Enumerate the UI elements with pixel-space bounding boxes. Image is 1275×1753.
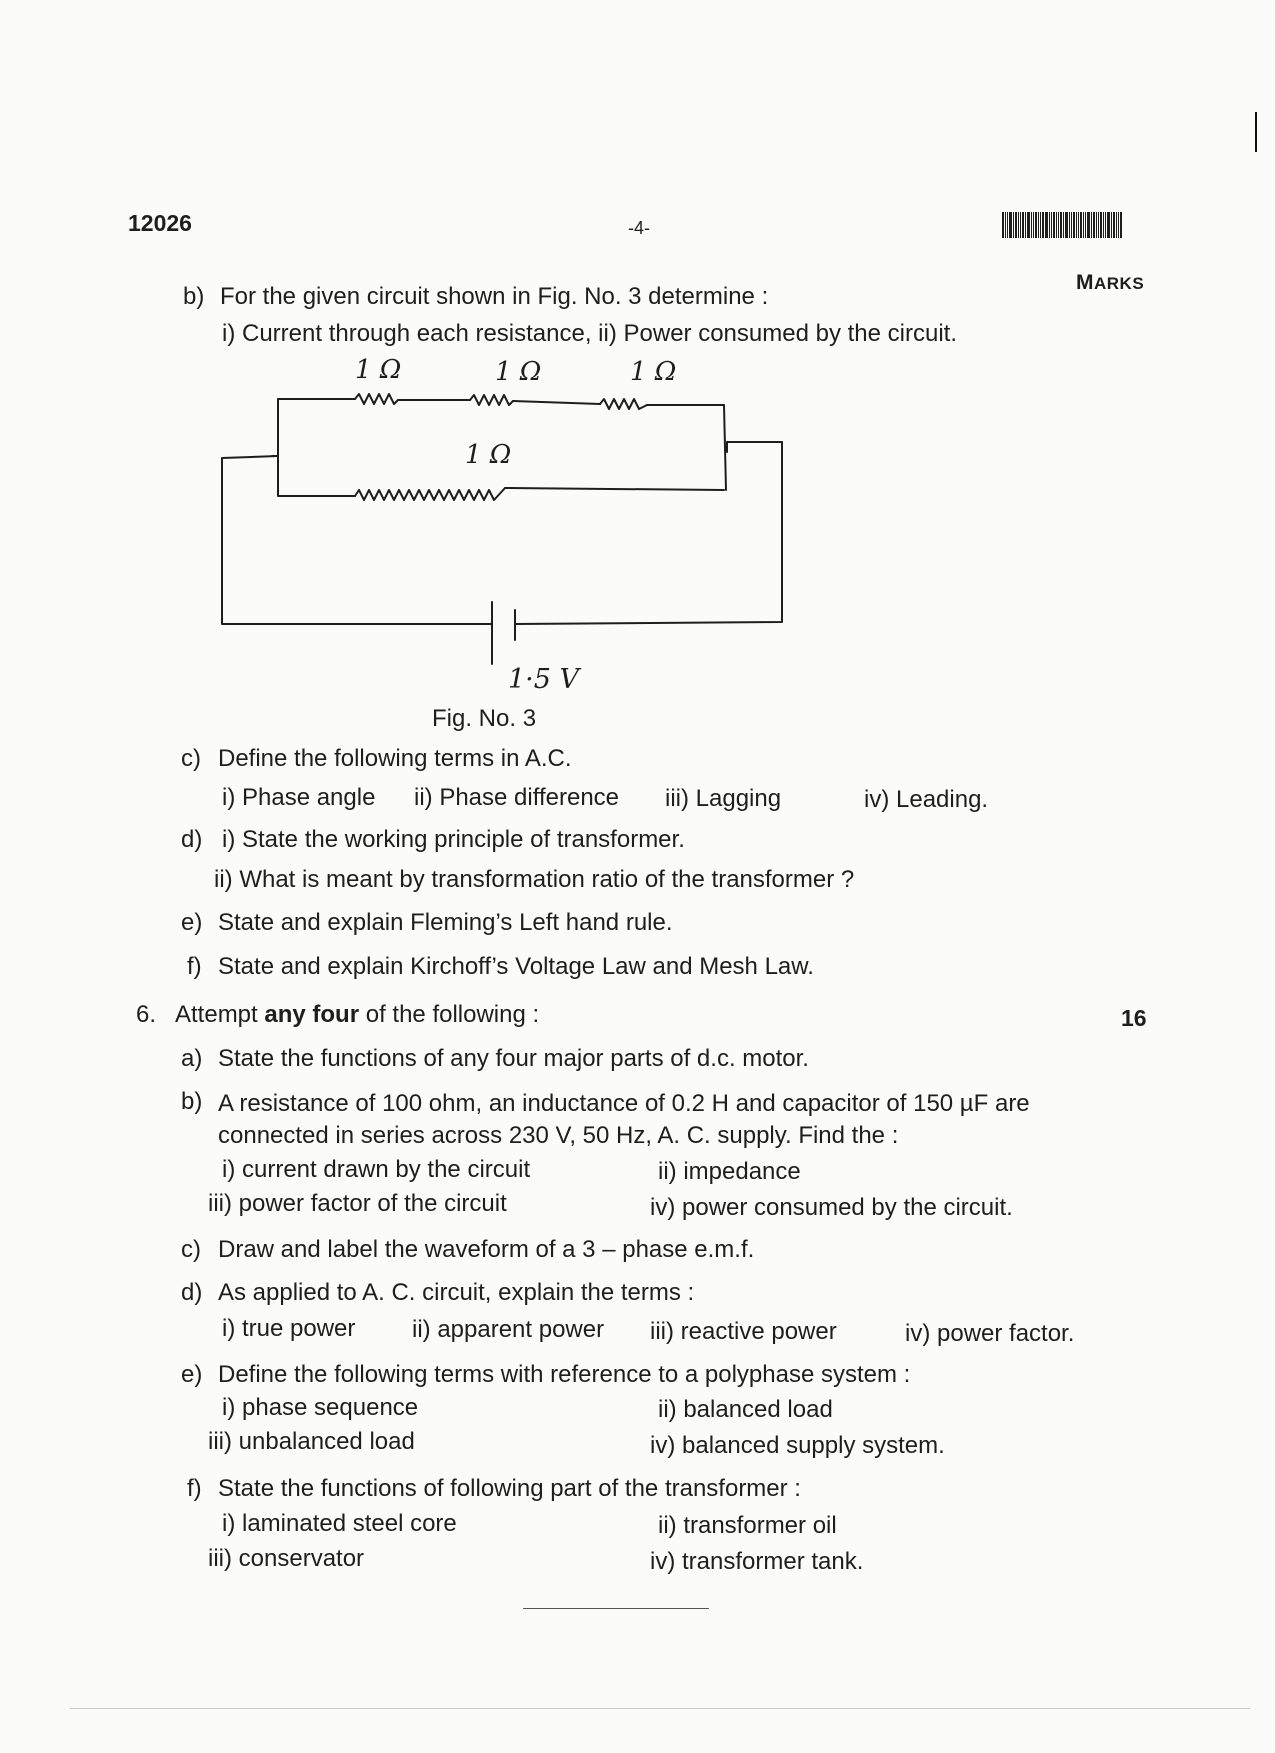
q6f-item-4: iv) transformer tank. — [650, 1548, 864, 1575]
q6b-item-2: ii) impedance — [658, 1158, 801, 1185]
q6a-text: State the functions of any four major parts of d.c. motor. — [218, 1045, 809, 1072]
q6f-item-3: iii) conservator — [208, 1545, 365, 1572]
q6b-item-3: iii) power factor of the circuit — [208, 1190, 507, 1217]
q5b-sub: i) Current through each resistance, ii) Power consumed by the circuit. — [222, 320, 957, 347]
battery-label: 1·5 V — [508, 664, 580, 695]
page-number: -4- — [628, 218, 650, 238]
q5f-text: State and explain Kirchoff’s Voltage Law and Mesh Law. — [218, 953, 814, 980]
resistor-4 — [355, 488, 505, 500]
q6f-item-1: i) laminated steel core — [222, 1510, 457, 1537]
end-rule — [523, 1608, 709, 1609]
q5c-text: Define the following terms in A.C. — [218, 745, 572, 772]
q6b-label: b) — [181, 1088, 203, 1115]
q5c-item-2: ii) Phase difference — [414, 784, 620, 811]
q6c-text: Draw and label the waveform of a 3 – phase e.m.f. — [218, 1236, 755, 1263]
marks-heading: MARKS — [1076, 271, 1145, 294]
figure-caption: Fig. No. 3 — [432, 705, 537, 732]
q5b-label: b) — [183, 283, 205, 310]
paper-code: 12026 — [128, 210, 192, 236]
q6b-item-4: iv) power consumed by the circuit. — [650, 1194, 1013, 1221]
resistor-label-3: 1 Ω — [630, 357, 677, 387]
q6f-text: State the functions of following part of the transformer : — [218, 1475, 801, 1502]
q6d-label: d) — [181, 1279, 203, 1306]
q6e-label: e) — [181, 1361, 203, 1388]
resistor-2 — [470, 395, 513, 405]
q5d-i: i) State the working principle of transformer. — [222, 826, 685, 853]
q5e-text: State and explain Fleming’s Left hand rule. — [218, 909, 673, 936]
q6d-item-3: iii) reactive power — [650, 1318, 837, 1345]
q6-marks: 16 — [1121, 1005, 1147, 1031]
q6e-item-3: iii) unbalanced load — [208, 1428, 415, 1455]
wire-block-right — [724, 405, 726, 490]
q5d-label: d) — [181, 826, 203, 853]
q6e-item-4: iv) balanced supply system. — [650, 1432, 945, 1459]
q5c-label: c) — [181, 745, 201, 772]
resistor-label-4: 1 Ω — [465, 440, 512, 470]
q6b-line1: A resistance of 100 ohm, an inductance of 0.2 H and capacitor of 150 µF are — [218, 1090, 1030, 1117]
q5d-ii: ii) What is meant by transformation ratio of the transformer ? — [214, 866, 855, 893]
q6d-item-1: i) true power — [222, 1315, 356, 1342]
scan-bottom-line — [70, 1708, 1250, 1709]
q6b-line2: connected in series across 230 V, 50 Hz, A. C. supply. Find the : — [218, 1122, 899, 1149]
q6d-item-2: ii) apparent power — [412, 1316, 605, 1343]
q6e-text: Define the following terms with reference to a polyphase system : — [218, 1361, 911, 1388]
q6f-item-2: ii) transformer oil — [658, 1512, 837, 1539]
q5e-label: e) — [181, 909, 203, 936]
q6c-label: c) — [181, 1236, 201, 1263]
q6d-item-4: iv) power factor. — [905, 1320, 1075, 1347]
resistor-3 — [600, 399, 647, 409]
q5b-text: For the given circuit shown in Fig. No. 3 determine : — [220, 283, 769, 310]
resistor-label-1: 1 Ω — [355, 355, 402, 385]
q6f-label: f) — [187, 1475, 202, 1502]
q6d-text: As applied to A. C. circuit, explain the terms : — [218, 1279, 695, 1306]
q6a-label: a) — [181, 1045, 203, 1072]
q6-instruction: Attempt any four of the following : — [175, 1001, 540, 1028]
q6e-item-2: ii) balanced load — [658, 1396, 833, 1423]
resistor-label-2: 1 Ω — [495, 357, 542, 387]
q6-number: 6. — [136, 1001, 157, 1028]
q5c-item-4: iv) Leading. — [864, 786, 989, 813]
q6b-item-1: i) current drawn by the circuit — [222, 1156, 531, 1183]
q5c-item-1: i) Phase angle — [222, 784, 376, 811]
q6e-item-1: i) phase sequence — [222, 1394, 419, 1421]
q5f-label: f) — [187, 953, 202, 980]
resistor-1 — [355, 394, 398, 404]
q5c-item-3: iii) Lagging — [665, 785, 782, 812]
